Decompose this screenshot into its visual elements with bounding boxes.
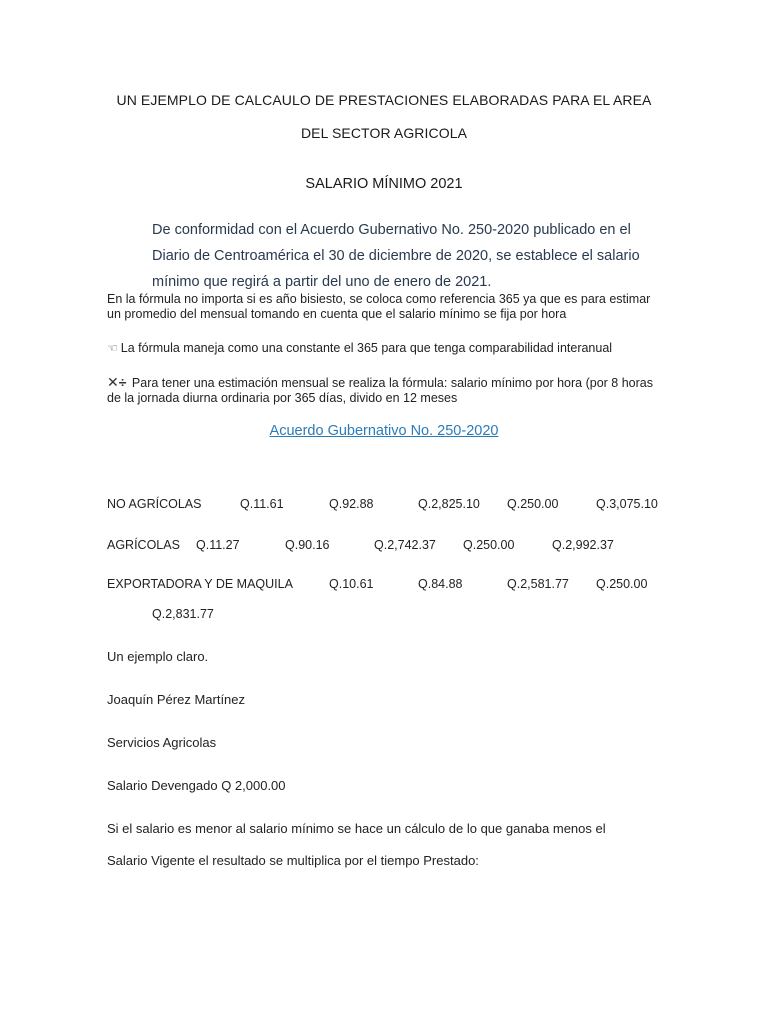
hand-pointing-icon: ☜ xyxy=(107,341,118,355)
table-cell-total: Q.2,831.77 xyxy=(152,607,214,621)
table-cell-daily: Q.84.88 xyxy=(418,577,463,591)
table-cell-monthly: Q.2,825.10 xyxy=(418,497,480,511)
table-cell-bonus: Q.250.00 xyxy=(596,577,648,591)
table-row-category: NO AGRÍCOLAS xyxy=(107,497,202,511)
table-cell-total: Q.2,992.37 xyxy=(552,538,614,552)
intro-paragraph: De conformidad con el Acuerdo Gubernativo No. 250-2020 publicado en el Diario de Centroamérica el 30 de diciembre de 2020, se establece el salario mínimo que regirá a partir del uno de enero de 2021. xyxy=(152,222,640,290)
document-title-line-2: DEL SECTOR AGRICOLA xyxy=(300,125,468,141)
table-cell-daily: Q.90.16 xyxy=(285,538,330,552)
operator-symbols-icon: ✕÷ xyxy=(107,374,127,390)
table-cell-daily: Q.92.88 xyxy=(329,497,374,511)
constant-note-row xyxy=(107,341,667,356)
acuerdo-gubernativo-link[interactable]: Acuerdo Gubernativo No. 250-2020 xyxy=(269,423,499,439)
example-employee-name: Joaquín Pérez Martínez xyxy=(107,692,246,707)
link-container xyxy=(0,422,768,440)
example-explanation-line-1: Si el salario es menor al salario mínimo se hace un cálculo de lo que ganaba menos el xyxy=(107,821,606,836)
document-subtitle: SALARIO MÍNIMO 2021 xyxy=(305,176,463,192)
example-salary: Salario Devengado Q 2,000.00 xyxy=(107,778,286,793)
constant-note: La fórmula maneja como una constante el 365 para que tenga comparabilidad interanual xyxy=(120,341,613,355)
formula-note: En la fórmula no importa si es año bisiesto, se coloca como referencia 365 ya que es para estimar un promedio del mensual tomando en cuenta que el salario mínimo se fija por hora xyxy=(107,292,651,321)
table-row-category: EXPORTADORA Y DE MAQUILA xyxy=(107,577,293,591)
example-explanation-line-2: Salario Vigente el resultado se multiplica por el tiempo Prestado: xyxy=(107,853,479,868)
table-cell-monthly: Q.2,742.37 xyxy=(374,538,436,552)
table-cell-monthly: Q.2,581.77 xyxy=(507,577,569,591)
monthly-note-row xyxy=(107,375,667,406)
example-department: Servicios Agricolas xyxy=(107,735,217,750)
monthly-note: Para tener una estimación mensual se realiza la fórmula: salario mínimo por hora (por 8 horas de la jornada diurna ordinaria por 365 días, divido en 12 meses xyxy=(107,376,653,405)
table-cell-hourly: Q.11.61 xyxy=(240,497,284,511)
table-cell-bonus: Q.250.00 xyxy=(507,497,559,511)
document-title-line-1: UN EJEMPLO DE CALCAULO DE PRESTACIONES ELABORADAS PARA EL AREA xyxy=(116,92,652,108)
table-row-category: AGRÍCOLAS xyxy=(107,538,180,552)
example-heading: Un ejemplo claro. xyxy=(107,649,209,664)
table-cell-bonus: Q.250.00 xyxy=(463,538,515,552)
table-cell-hourly: Q.11.27 xyxy=(196,538,240,552)
table-cell-total: Q.3,075.10 xyxy=(596,497,658,511)
table-cell-hourly: Q.10.61 xyxy=(329,577,374,591)
